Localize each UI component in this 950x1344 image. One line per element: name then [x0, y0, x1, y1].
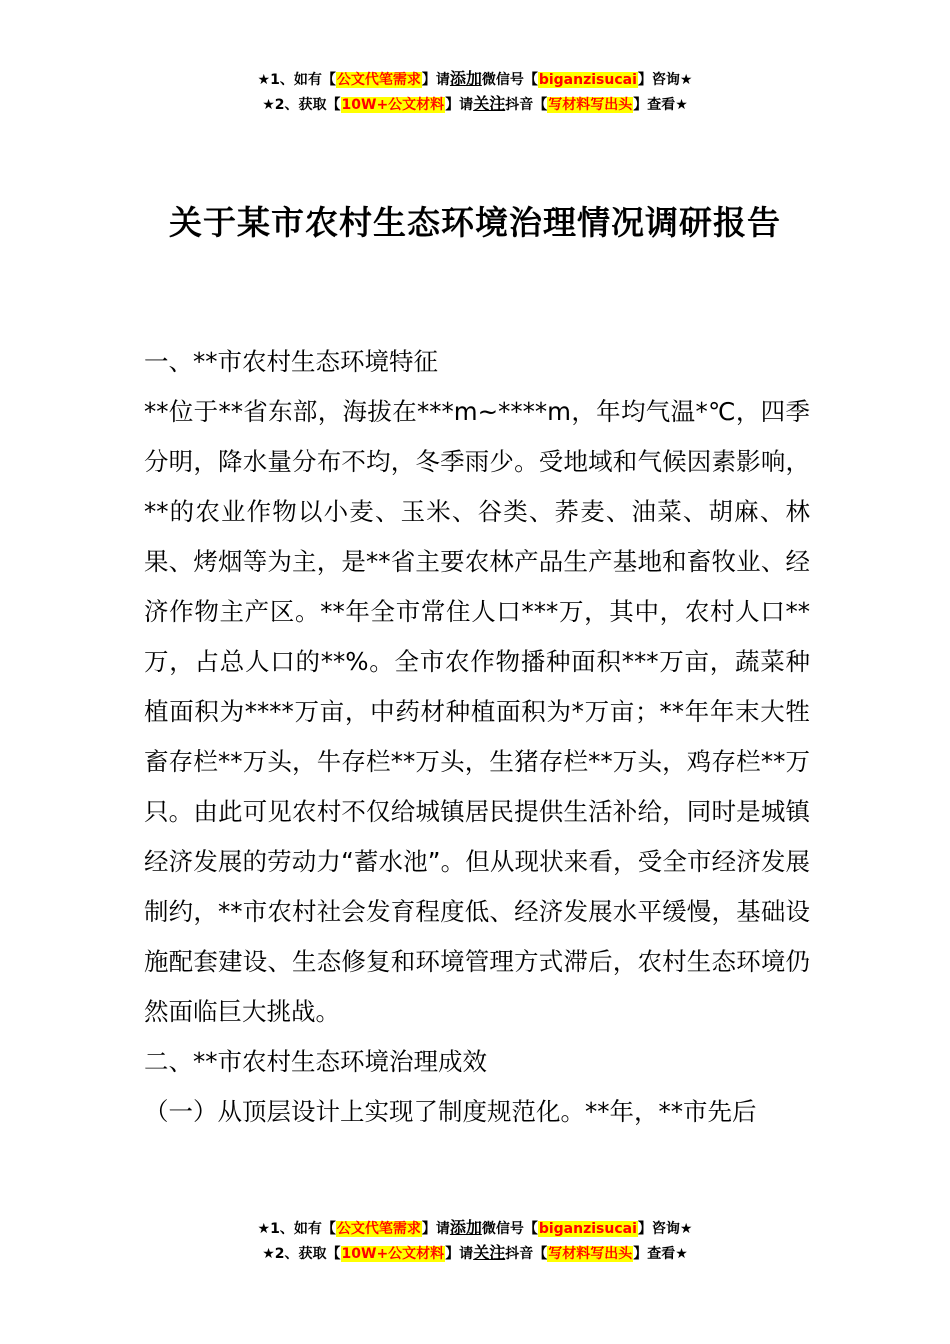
banner-text: 】请	[421, 1221, 450, 1237]
section-heading: 一、**市农村生态环境特征	[144, 347, 438, 376]
banner-emphasis-add: 添加	[449, 69, 482, 88]
banner-highlight-douyin-account: 写材料写出头	[548, 1246, 633, 1262]
banner-text: 】请	[445, 97, 474, 113]
banner-highlight-wechat-id: biganzisucai	[538, 72, 637, 88]
banner-line-2	[0, 1241, 950, 1266]
banner-emphasis-follow: 关注	[473, 1243, 506, 1262]
banner-highlight-douyin-account: 写材料写出头	[548, 97, 633, 113]
banner-line-1	[0, 67, 950, 92]
banner-text: 】查看★	[633, 97, 688, 113]
document-title: 关于某市农村生态环境治理情况调研报告	[169, 203, 781, 242]
banner-text: ★1、如有【	[257, 1221, 336, 1237]
banner-line-2	[0, 92, 950, 117]
banner-highlight-writing-service: 公文代笔需求	[336, 1221, 421, 1237]
header-banner	[0, 67, 950, 117]
body-paragraph: （一）从顶层设计上实现了制度规范化。**年，**市先后	[144, 1097, 757, 1126]
banner-emphasis-add: 添加	[449, 1218, 482, 1237]
body-paragraph: **位于**省东部，海拔在***m~****m，年均气温*℃，四季分明，降水量分布不均，冬季雨少。受地域和气候因素影响，**的农业作物以小麦、玉米、谷类、荞麦、油菜、胡麻、林果、烤烟等为主，是**省主要农林产品生产基地和畜牧业、经济作物主产区。**年全市常住人口***万，其中，农村人口**万，占总人口的**%。全市农作物播种面积***万亩，蔬菜种植面积为****万亩，中药材种植面积为*万亩；**年年末大牲畜存栏**万头，牛存栏**万头，生猪存栏**万头，鸡存栏**万只。由此可见农村不仅给城镇居民提供生活补给，同时是城镇经济发展的劳动力“蓄水池”。但从现状来看，受全市经济发展制约，**市农村社会发育程度低、经济发展水平缓慢，基础设施配套建设、生态修复和环境管理方式滞后，农村生态环境仍然面临巨大挑战。	[144, 397, 810, 1026]
banner-text: 抖音【	[505, 1246, 548, 1262]
banner-text: ★2、获取【	[262, 97, 341, 113]
banner-text: 抖音【	[505, 97, 548, 113]
banner-text: ★1、如有【	[257, 72, 336, 88]
banner-text: 】查看★	[633, 1246, 688, 1262]
banner-text: 】请	[421, 72, 450, 88]
banner-text: 微信号【	[481, 1221, 538, 1237]
section-heading: 二、**市农村生态环境治理成效	[144, 1047, 487, 1076]
document-body	[144, 337, 810, 1137]
banner-text: 】咨询★	[637, 72, 693, 88]
banner-text: ★2、获取【	[262, 1246, 341, 1262]
banner-line-1	[0, 1216, 950, 1241]
banner-text: 】咨询★	[637, 1221, 693, 1237]
banner-text: 】请	[445, 1246, 474, 1262]
banner-highlight-wechat-id: biganzisucai	[538, 1221, 637, 1237]
banner-text: 微信号【	[481, 72, 538, 88]
footer-banner	[0, 1216, 950, 1266]
banner-highlight-writing-service: 公文代笔需求	[336, 72, 421, 88]
banner-highlight-materials: 10W+公文材料	[341, 1246, 445, 1262]
banner-highlight-materials: 10W+公文材料	[341, 97, 445, 113]
banner-emphasis-follow: 关注	[473, 94, 506, 113]
